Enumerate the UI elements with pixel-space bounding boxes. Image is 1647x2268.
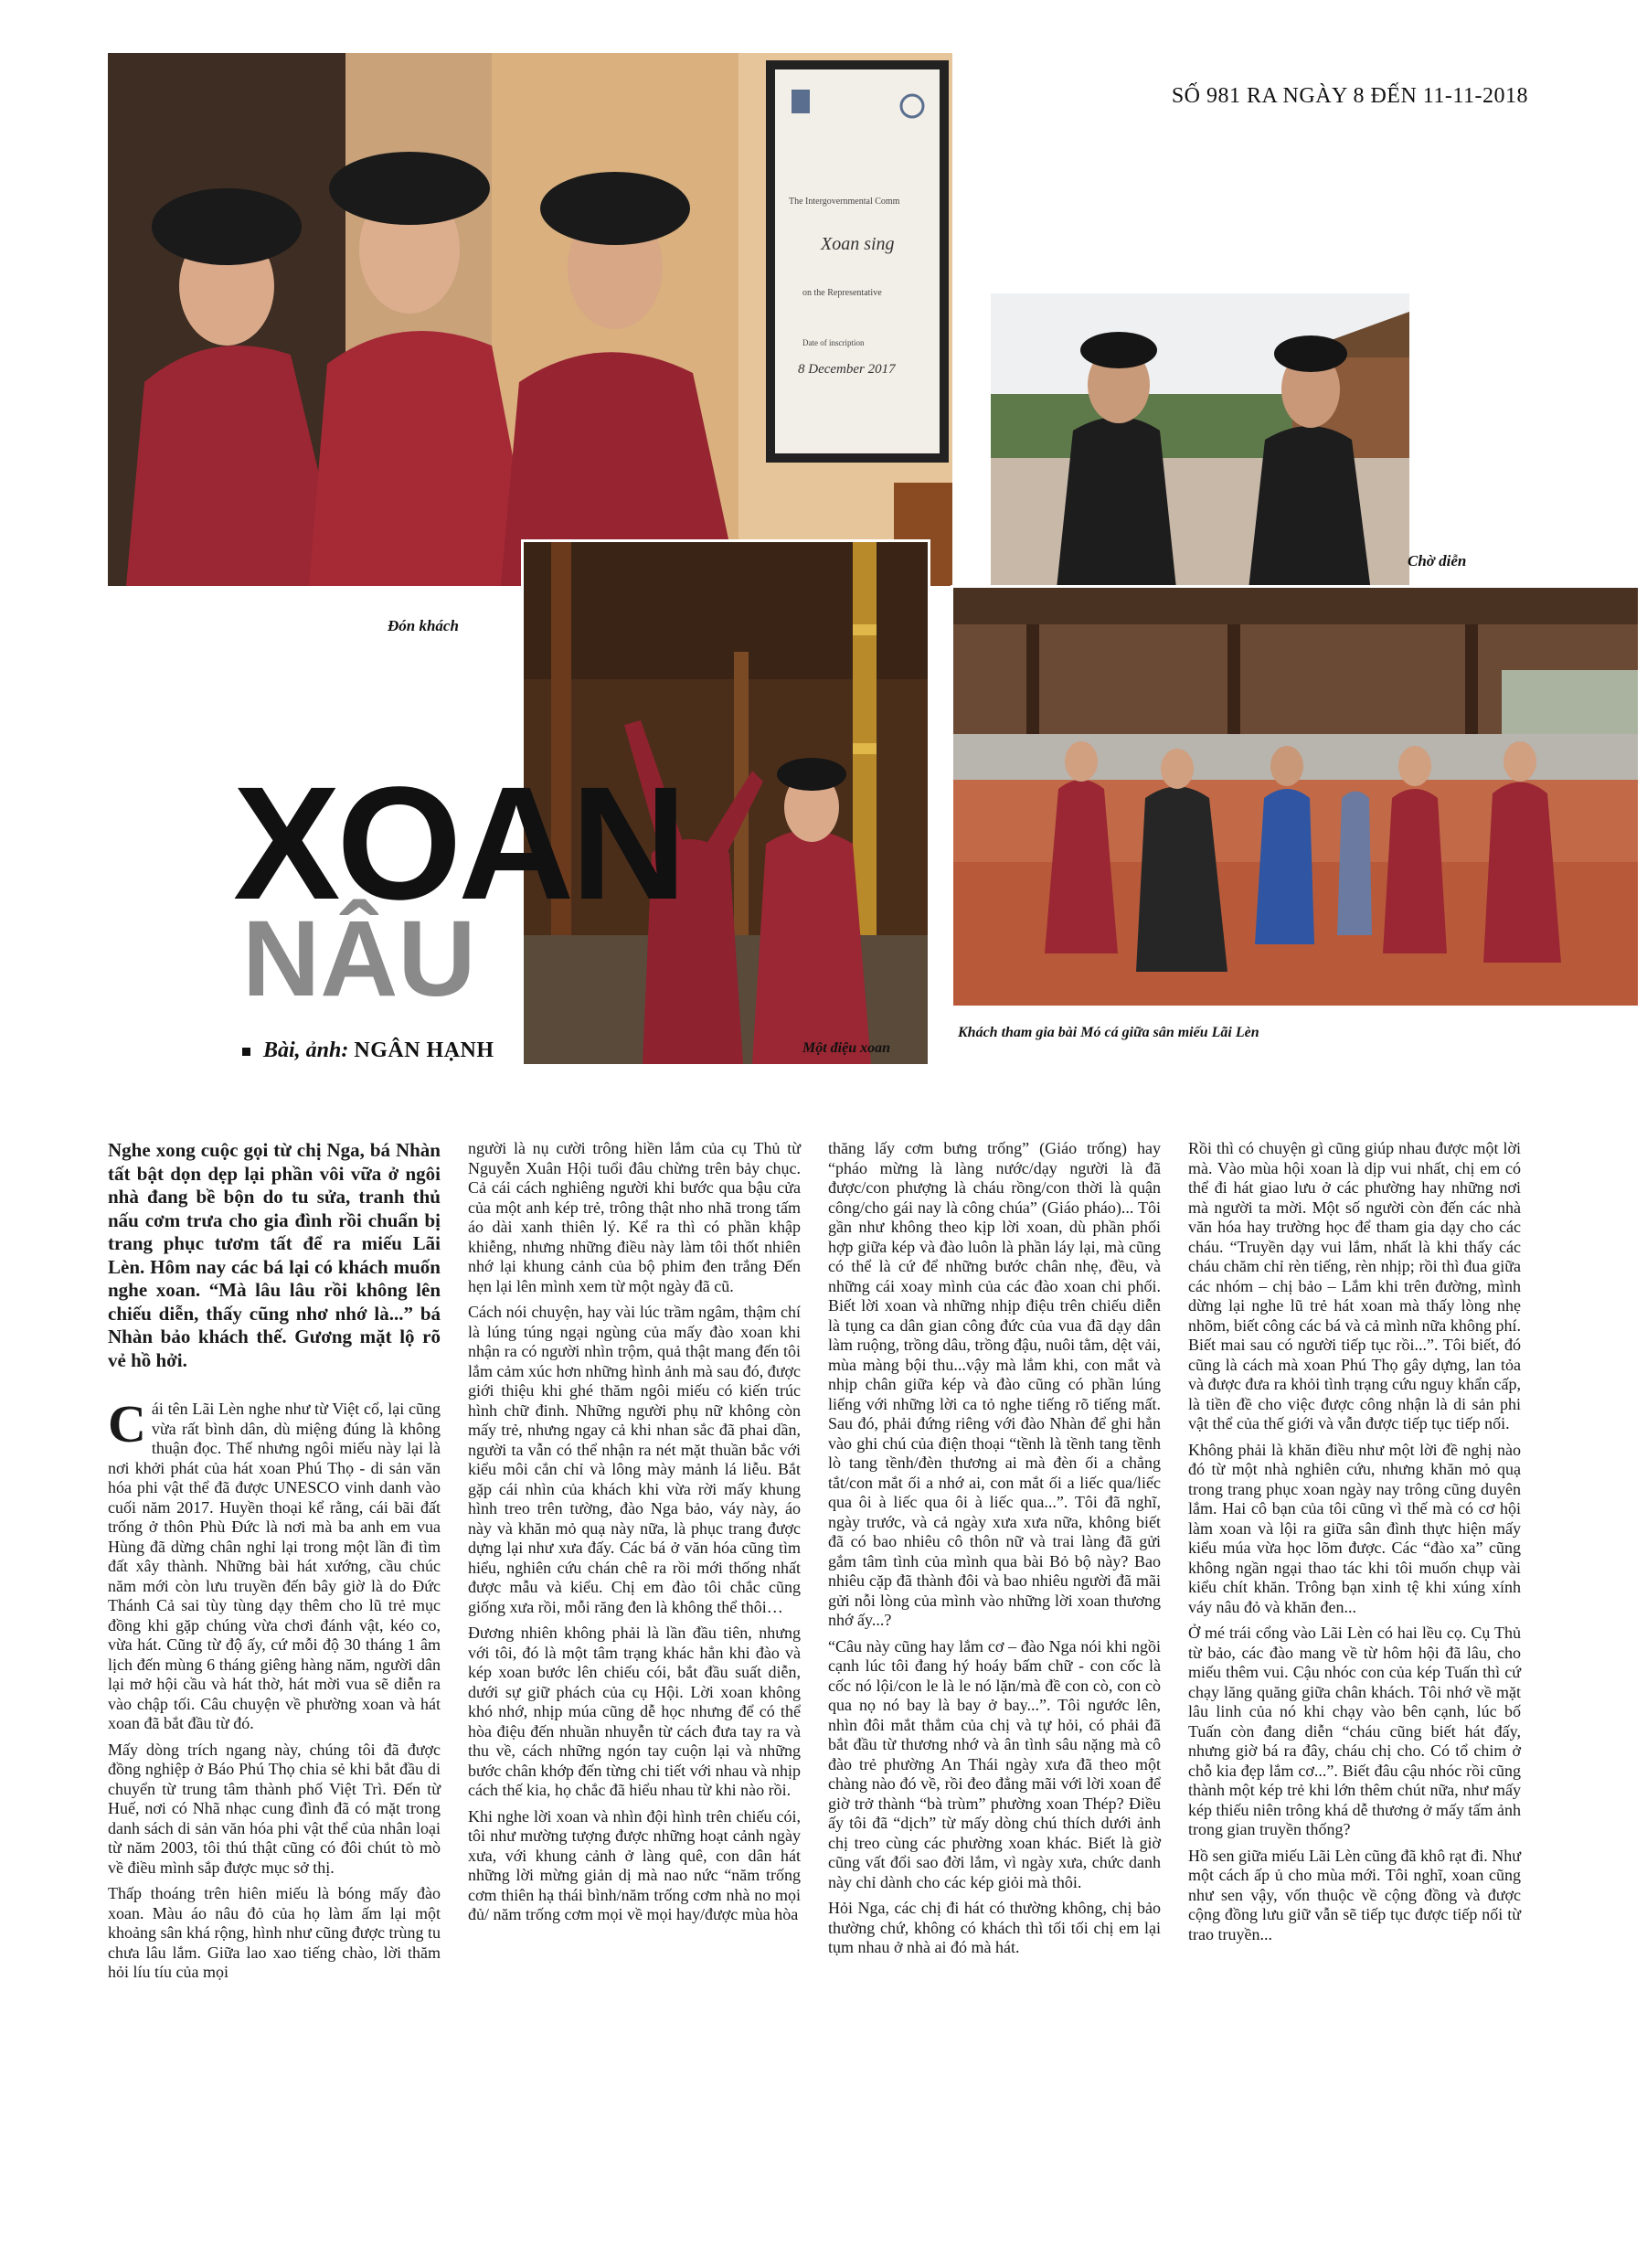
article-paragraph: Cách nói chuyện, hay vài lúc trầm ngâm, thậm chí là lúng túng ngại ngùng của mấy đào xoan khi nhận ra có người nhìn trộm, quả thật mang đến tôi lắm cảm xúc hơn những hình ảnh mà sau đó, được giới thiệu khi ghé thăm ngôi miếu có kiến trúc hình chữ đinh. Những người phụ nữ không còn mấy trẻ, nhưng ngay cả khi nhan sắc đã phai dần, người ta vẫn có thể nhận ra nét mặt thuần bắc với kiểu môi cắn chỉ và lông mày mảnh lá liễu. Bắt gặp cái nhìn của khách khi vừa rời mấy khung hình treo trên tường, đào Nga bảo, váy này, áo này và khăn mỏ quạ này nữa, là phục trang được dựng lại như xưa đấy. Các bá ở văn hóa cũng tìm hiểu, nghiên cứu chán chê ra rồi mới thống nhất được mẫu và kiểu. Chị em đào tôi chắc cũng giống xưa rồi, mỗi răng đen là không thể thôi… <box>468 1303 801 1616</box>
caption-khach-tham-gia: Khách tham gia bài Mó cá giữa sân miếu Lãi Lèn <box>958 1025 1259 1040</box>
article-paragraph: Mấy dòng trích ngang này, chúng tôi đã được đồng nghiệp ở Báo Phú Thọ chia sẻ khi bắt đầu di chuyển từ trung tâm thành phố Việt Trì. Đến từ Huế, nơi có Nhã nhạc cung đình đã có mặt trong danh sách di sản văn hóa phi vật thể của nhân loại từ năm 2003, tôi thú thật cũng có đôi chút tò mò về điều mình sắp được mục sở thị. <box>108 1740 441 1877</box>
article-column-1 <box>108 1139 441 1989</box>
certificate-script: Xoan sing <box>821 234 895 254</box>
article-paragraph: Rồi thì có chuyện gì cũng giúp nhau được một lời mà. Vào mùa hội xoan là dịp vui nhất, chị em có thể đi hát giao lưu ở các phường hay những nơi mà người ta mời. Một số người còn đến các nhà văn hóa hay trường học để tham gia dạy cho các cháu. “Truyền dạy vui lắm, nhất là khi thấy các cháu chăm chỉ rèn tiếng, rèn nhịp; rồi thì đua giữa các nhóm – chị bảo – Lắm khi trên đường, mình dừng lại nghe lũ trẻ hát xoan mà thấy lòng nhẹ nhõm, biết công các bá và cả mình nữa không phí. Biết mai sau có người tiếp tục rồi...”. Tôi biết, đó cũng là cách mà xoan Phú Thọ gây dựng, lan tỏa và được đưa ra khỏi tình trạng cứu nguy khẩn cấp, là tiền đề cho việc được công nhận là di sản phi vật thể của thế giới và vẫn được tiếp tục tiếp nối. <box>1188 1139 1521 1432</box>
certificate-line2: Date of inscription <box>802 338 865 347</box>
article-column-3 <box>828 1139 1161 1965</box>
photo-khach-tham-gia <box>951 585 1641 1008</box>
issue-info: SỐ 981 RA NGÀY 8 ĐẾN 11-11-2018 <box>1171 84 1528 108</box>
photo-cho-dien <box>988 291 1412 609</box>
article-title-line2: NÂU <box>242 899 476 1019</box>
article-column-4 <box>1188 1139 1521 1951</box>
article-paragraph: Thấp thoáng trên hiên miếu là bóng mấy đào xoan. Màu áo nâu đỏ của họ làm ấm lại một khoảng sân khá rộng, hình như cũng được trùng tu chưa lâu lắm. Giữa lao xao tiếng chào, lời thăm hỏi líu tíu của mọi <box>108 1884 441 1981</box>
byline-author: NGÂN HẠNH <box>354 1038 494 1062</box>
article-column-2 <box>468 1139 801 1932</box>
caption-cho-dien: Chờ diễn <box>1408 552 1467 570</box>
unesco-certificate <box>766 60 949 463</box>
caption-mot-dieu-xoan: Một điệu xoan <box>802 1040 891 1056</box>
article-paragraph: Không phải là khăn điều như một lời đề nghị nào đó từ một nhà nghiên cứu, nhưng khăn mỏ quạ trong trang phục xoan ngày nay trông cũng duyên lắm. Hai cô bạn của tôi cũng vì thế mà có cơ hội làm xoan và lội ra giữa sân đình thực hiện mấy kiểu múa vừa học lõm được. Các “đào xa” cũng không ngần ngại thao tác khi tôi muốn chụp vài kiểu chít khăn. Trông bạn xinh tệ khi xúng xính váy nâu đỏ và khăn đen... <box>1188 1440 1521 1616</box>
article-paragraph: thăng lấy cơm bưng trống” (Giáo trống) hay “pháo mừng là làng nước/dạy người là đã được/con phượng là cháu rồng/con thời là quận công/cho gái nay là công chúa” (Giáo pháo)... Tôi gần như không theo kịp lời xoan, dù phần phối hợp giữa kép và đào luôn là phần láy lại, mà cũng có thể là cứ để những bước chân nhẹ, đều, và những cái xoay mình của các đào xoan chi phối. Biết lời xoan và những nhịp điệu trên chiếu diễn là tụng ca dân gian công đức của vua đã dạy dân làm ruộng, trồng dâu, trồng đậu, nuôi tằm, dệt vải, mùa màng bội thu...vậy mà lắm khi, con mắt và nhịp chân giữa kép và đào cũng có phần lúng liếng với những lời ca tỏ nghe tiếng rõ tiếng mất. Sau đó, phải đứng riêng với đào Nhàn để ghi hẳn vào ghi chú của điện thoại “tềnh là tềnh tang tềnh lò tang tềnh/đèn thương ai mà đèn ối a chẳng tắt/con mắt ối a nhớ ai, con mắt ối a liếc qua/liếc qua ôi à liếc qua ôi à liếc qua...”. Tôi đã nghĩ, ngày trước, và cả ngày xưa xưa nữa, không biết đã có bao nhiêu cô thôn nữ và trai làng đã gửi gắm tâm tình của mình qua bài Bỏ bộ này? Bao nhiêu cặp đã thành đôi và bao nhiêu người đã mãi gửi nỗi lòng của mình vào những lời xoan thương nhớ ấy...? <box>828 1139 1161 1629</box>
drop-cap: C <box>108 1394 146 1453</box>
byline-prefix: Bài, ảnh: <box>263 1038 349 1062</box>
article-paragraph: “Câu này cũng hay lắm cơ – đào Nga nói khi ngồi cạnh lúc tôi đang hý hoáy bấm chữ - con cốc là cốc nó lội/con le là le nó lặn/mà đề con cò, con cò qua nọ nó bay là bay ở bay...”. Tôi ngước lên, nhìn đôi mắt thẳm của chị và tự hỏi, có phải đã bắt đầu từ thương nhớ và ân tình sâu nặng mà cô đào trẻ phường An Thái ngày xưa đã theo một chàng nào đó về, rồi đeo đẳng mãi với lời xoan để giờ trở thành “bà trùm” phường xoan Thép? Điều ấy tôi đã “dịch” từ mấy dòng chú thích dưới ảnh chị treo cùng các phường xoan khác. Biết là giờ cũng vất đổi sao đời lắm, vì ngày xưa, chức danh này chỉ dành cho các kép giỏi mà thôi. <box>828 1636 1161 1891</box>
article-paragraph: Cái tên Lãi Lèn nghe như từ Việt cổ, lại cũng vừa rất bình dân, dù miệng đúng là không thuận đọc. Thế nhưng ngôi miếu này lại là nơi khởi phát của hát xoan Phú Thọ - di sản văn hóa phi vật thể đã được UNESCO vinh danh vào cuối năm 2017. Huyền thoại kể rằng, cái bãi đất trống ở thôn Phù Đức là nơi mà ba anh em vua Hùng đã dừng chân nghỉ lại trong một lần đi tìm đất xây thành. Những bài hát xướng, cầu chúc năm mới còn lưu truyền đến bây giờ là do Đức Thánh Cả sai tùy tùng dạy thêm cho lũ trẻ mục đồng khi gặp chúng vừa chơi đánh vật, kéo co, vừa hát. Cũng từ độ ấy, cứ mỗi độ 30 tháng 1 âm lịch đến mùng 6 tháng giêng hàng năm, người dân lại mở hội cầu và hát thờ, hát mời vua sẽ diễn ra vào chập tối. Câu chuyện về phường xoan và hát xoan đã bắt đầu từ đó. <box>108 1394 441 1732</box>
article-lead: Nghe xong cuộc gọi từ chị Nga, bá Nhàn tất bật dọn dẹp lại phần vôi vữa ở ngôi nhà đang bề bộn do tu sửa, tranh thủ nấu cơm trưa cho gia đình rồi chuẩn bị trang phục tươm tất để ra miếu Lãi Lèn. Hôm nay các bá lại có khách muốn nghe xoan. “Mà lâu lâu rồi không lên chiếu diễn, thấy cũng nhơ nhớ là...” bá Nhàn bảo khách thế. Gương mặt lộ rõ vẻ hồ hởi. <box>108 1139 441 1371</box>
article-paragraph: Khi nghe lời xoan và nhìn đội hình trên chiếu cói, tôi như mường tượng được những hoạt cảnh ngày xưa, với khung cảnh ở làng quê, con dân hát những lời mừng giản dị mà nao nức “năm trống cơm thiên hạ thái bình/năm trống cơm nhà no mọi đủ/ năm trống cơm mọi về mọi hay/được mùa hòa <box>468 1806 801 1923</box>
certificate-org: The Intergovernmental Comm <box>789 197 900 207</box>
article-paragraph: Hỏi Nga, các chị đi hát có thường không, chị bảo thường chứ, không có khách thì tối tối chị em lại tụm nhau ở nhà ai đó mà hát. <box>828 1899 1161 1956</box>
article-title-line1: XOAN <box>233 754 684 933</box>
article-paragraph: người là nụ cười trông hiền lắm của cụ Thủ từ Nguyễn Xuân Hội tuổi đâu chừng trên bảy chục. Cả cái cách nghiêng người khi bước qua bậu cửa của một anh kép trẻ, trông thật nho nhã trong tấm áo dài xanh thiên lý. Kể ra thì có phần khập khiễng, nhưng những điều này làm tôi thốt nhiên nhớ lại khung cảnh của bộ phim đen trắng Đến hẹn lại lên mình xem từ một ngày đã cũ. <box>468 1139 801 1295</box>
byline <box>242 1038 494 1063</box>
certificate-line1: on the Representative <box>802 288 882 298</box>
article-paragraph: Đương nhiên không phải là lần đầu tiên, nhưng với tôi, đó là một tâm trạng khác hẳn khi đào và kép xoan bước lên chiếu cói, bắt đầu suất diễn, dưới sự giữ phách của cụ Hội. Lời xoan không khó nhớ, nhịp múa cũng dễ học nhưng để có thể hòa điệu đến nhuần nhuyễn từ cách đưa tay ra và thu về, cách những ngón tay cuộn lại và những bước chân khớp đến từng chi tiết với nhau và nhịp cách thế kia, họ chắc đã hiểu nhau từ khi nào rồi. <box>468 1624 801 1799</box>
article-paragraph: Ở mé trái cổng vào Lãi Lèn có hai lều cọ. Cụ Thủ từ bảo, các đào mang về từ hôm hội đã lâu, cho miếu thêm vui. Cậu nhóc con của kép Tuấn thì cứ chạy lăng quăng giữa chân khách. Tôi nhớ về mặt lâu linh của nó khi chạy vào bên cạnh, lúc bố Tuấn còn đang diễn “cháu cũng biết hát đấy, nhưng giờ bá ra đây, cháu chị cho. Có tổ chim ở chỗ kia đẹp lắm cơ...”. Biết đâu cậu nhóc rồi cũng thành một kép trẻ khi lớn thêm chút nữa, như mấy kép thiếu niên trông khá dễ thương ở mấy tấm ảnh trong gian truyền thống? <box>1188 1624 1521 1838</box>
photo-don-khach <box>108 53 952 586</box>
article-paragraph: Hồ sen giữa miếu Lãi Lèn cũng đã khô rạt đi. Như một cách ấp ủ cho mùa mới. Tôi nghĩ, xoan cũng như sen vậy, vốn thuộc về cộng đồng và được cộng đồng lưu giữ vẫn sẽ tiếp tục được tiếp nối từ trao truyền... <box>1188 1846 1521 1943</box>
caption-don-khach: Đón khách <box>388 617 459 634</box>
certificate-date: 8 December 2017 <box>798 362 896 377</box>
bullet-square-icon <box>242 1048 250 1056</box>
